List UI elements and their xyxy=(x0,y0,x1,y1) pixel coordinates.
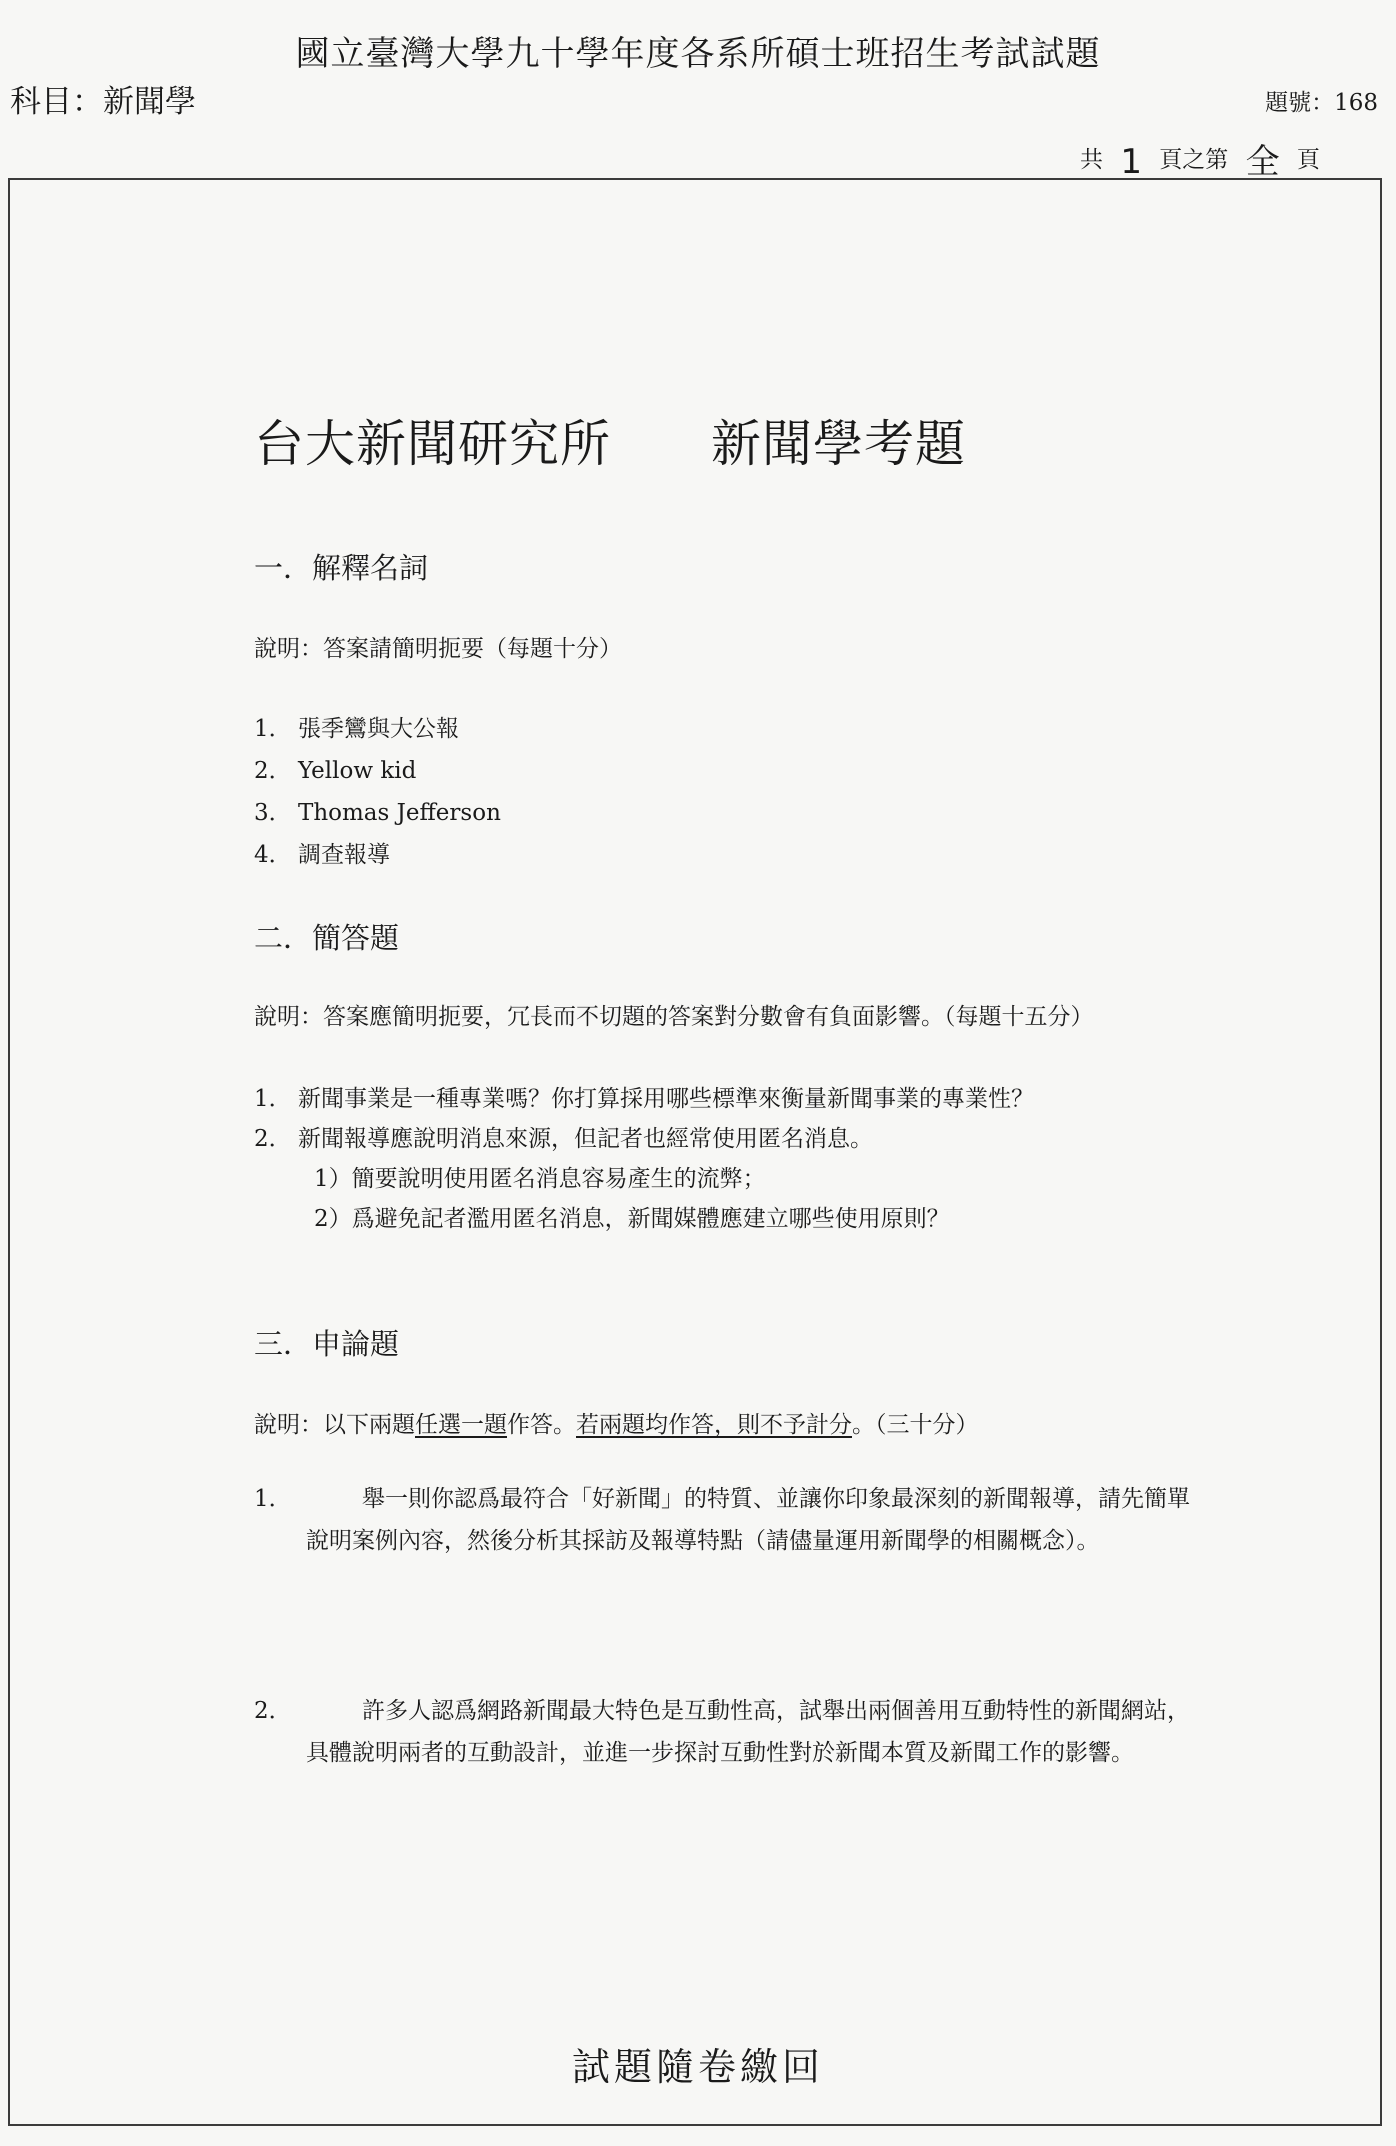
item-number: 2． xyxy=(254,758,292,784)
pages-end-label: 頁 xyxy=(1296,147,1320,173)
list-item xyxy=(254,750,501,792)
question-text xyxy=(306,1478,1194,1562)
item-number: 3． xyxy=(254,800,292,826)
institute-name: 台大新聞研究所 xyxy=(254,415,611,473)
section3-instructions xyxy=(254,1406,979,1439)
exam-main-title xyxy=(254,404,966,476)
question-number-label: 1． xyxy=(254,1486,292,1512)
list-item xyxy=(254,834,501,876)
section1-instructions: 說明：答案請簡明扼要（每題十分） xyxy=(254,636,622,662)
page-count-line xyxy=(1080,134,1320,183)
item-number: 4． xyxy=(254,842,292,868)
question-body: 舉一則你認爲最符合「好新聞」的特質、並讓你印象最深刻的新聞報導，請先簡單說明案例內容，然後分析其採訪及報導特點（請儘量運用新聞學的相關概念）。 xyxy=(306,1486,1190,1554)
exam-header-title: 國立臺灣大學九十學年度各系所碩士班招生考試試題 xyxy=(295,34,1101,74)
note-underlined-choose-one: 任選一題 xyxy=(415,1412,507,1438)
note-suffix: 。（三十分） xyxy=(852,1412,979,1438)
pages-total-value: 1 xyxy=(1120,142,1142,182)
pages-total-label: 共 xyxy=(1080,147,1103,173)
question-text: 新聞事業是一種專業嗎？你打算採用哪些標準來衡量新聞事業的專業性？ xyxy=(298,1086,1034,1112)
question-number-label: 2． xyxy=(254,1126,292,1152)
section3-heading: 三．申論題 xyxy=(254,1327,400,1361)
list-item xyxy=(254,792,501,834)
return-with-answer-sheet-note: 試題隨卷繳回 xyxy=(571,2045,824,2089)
question-body: 許多人認爲網路新聞最大特色是互動性高，試舉出兩個善用互動特性的新聞網站，具體說明兩者的互動設計，並進一步探討互動性對於新聞本質及新聞工作的影響。 xyxy=(306,1698,1190,1766)
item-text: 張季鸞與大公報 xyxy=(298,716,459,742)
section2-heading: 二．簡答題 xyxy=(254,921,400,955)
section2-question-2-sub-2: 2）爲避免記者濫用匿名消息，新聞媒體應建立哪些使用原則？ xyxy=(314,1206,950,1232)
section3-question-2 xyxy=(254,1690,1194,1774)
exam-name: 新聞學考題 xyxy=(711,415,966,473)
item-number: 1． xyxy=(254,716,292,742)
section2-instructions: 說明：答案應簡明扼要，冗長而不切題的答案對分數會有負面影響。（每題十五分） xyxy=(254,1004,1094,1030)
section1-heading: 一．解釋名詞 xyxy=(254,551,429,585)
question-text xyxy=(306,1690,1194,1774)
item-text: 調查報導 xyxy=(298,842,390,868)
question-number-label: 1． xyxy=(254,1086,292,1112)
pages-mid-label: 頁之第 xyxy=(1159,147,1229,173)
subject-label: 科目：新聞學 xyxy=(10,84,196,120)
question-number: 題號：168 xyxy=(1265,90,1378,116)
note-middle: 作答。 xyxy=(507,1412,576,1438)
question-text: 新聞報導應說明消息來源，但記者也經常使用匿名消息。 xyxy=(298,1126,873,1152)
item-text: Thomas Jefferson xyxy=(298,800,501,826)
section3-question-1 xyxy=(254,1478,1194,1562)
pages-current-value: 全 xyxy=(1245,142,1280,182)
note-prefix: 說明：以下兩題 xyxy=(254,1412,415,1438)
note-underlined-warning: 若兩題均作答，則不予計分 xyxy=(576,1412,852,1438)
item-text: Yellow kid xyxy=(298,758,417,784)
section2-question-2 xyxy=(254,1120,873,1153)
section1-item-list xyxy=(254,708,501,876)
list-item xyxy=(254,708,501,750)
question-number-label: 2． xyxy=(254,1698,292,1724)
section2-question-1 xyxy=(254,1080,1034,1113)
section2-question-2-sub-1: 1）簡要說明使用匿名消息容易產生的流弊； xyxy=(314,1166,766,1192)
